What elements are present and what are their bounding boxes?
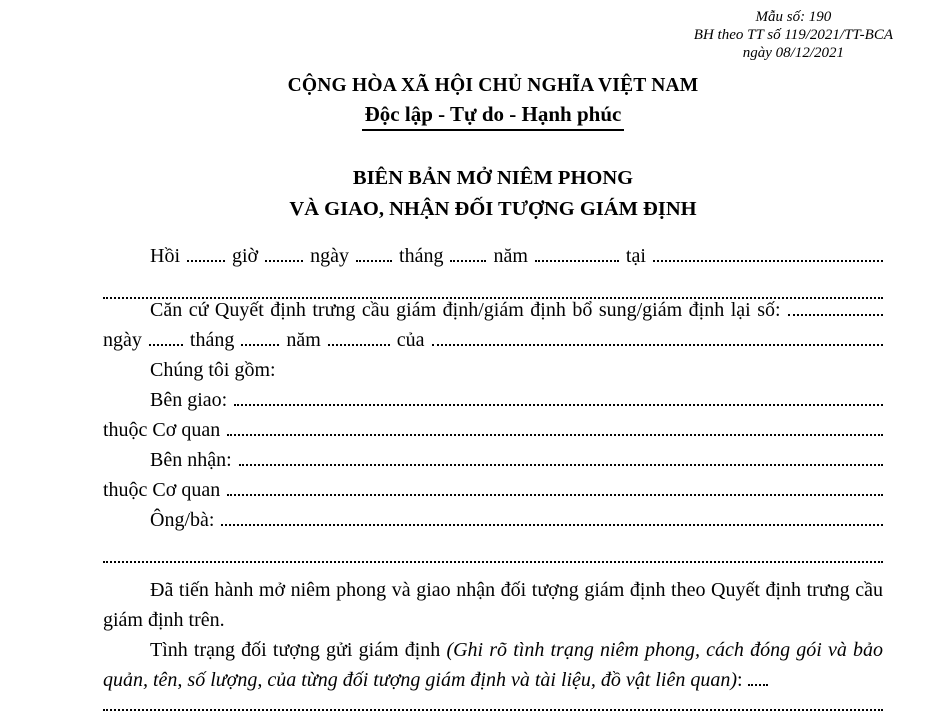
motto-row <box>103 100 883 131</box>
tinh-trang-prefix: Tình trạng đối tượng gửi giám định <box>150 639 447 661</box>
label-thang-2: tháng <box>189 329 235 351</box>
label-nam-2: năm <box>286 329 321 351</box>
document-content <box>0 74 937 711</box>
can-cu-date-row <box>103 329 883 359</box>
label-nam: năm <box>493 245 528 267</box>
document-title-line2: VÀ GIAO, NHẬN ĐỐI TƯỢNG GIÁM ĐỊNH <box>289 198 697 220</box>
form-number: Mẫu số: 190 <box>755 9 832 25</box>
blank-nam-value <box>535 256 619 262</box>
label-thuoc-co-quan-2: thuộc Cơ quan <box>103 479 221 501</box>
blank-gio <box>187 256 225 262</box>
label-tai: tại <box>625 245 646 267</box>
can-cu-row <box>103 299 883 329</box>
label-ngay: ngày <box>310 245 350 267</box>
blank-nam <box>450 256 486 262</box>
blank-ben-nhan <box>239 460 883 466</box>
tinh-trang-suffix: : <box>737 669 743 691</box>
label-gio: giờ <box>232 245 259 267</box>
label-hoi: Hồi <box>150 245 180 267</box>
blank-full-line-1 <box>103 275 883 299</box>
label-can-cu: Căn cứ Quyết định trưng cầu giám định/giám định bổ sung/giám định lại số: <box>150 299 781 321</box>
blank-tai <box>653 256 883 262</box>
label-ong-ba: Ông/bà: <box>150 509 215 531</box>
blank-full-line-3 <box>103 695 883 711</box>
label-thuoc-co-quan-1: thuộc Cơ quan <box>103 419 221 441</box>
da-tien-hanh-text: Đã tiến hành mở niêm phong và giao nhận đối tượng giám định theo Quyết định trưng cầu giám định trên. <box>103 579 883 631</box>
thuoc-co-quan-row-1 <box>103 419 883 449</box>
blank-ong-ba <box>221 520 883 526</box>
tinh-trang-note: (Ghi rõ tình trạng niêm phong, cách đóng gói và bảo quản, tên, số lượng, của từng đối tượng giám định và tài liệu, đồ vật liên quan) <box>103 639 883 691</box>
label-ben-giao: Bên giao: <box>150 389 228 411</box>
blank-ben-giao <box>234 400 883 406</box>
form-issue-block <box>694 8 893 62</box>
label-chung-toi-gom: Chúng tôi gồm: <box>150 359 276 381</box>
paragraph-tinh-trang <box>103 635 883 695</box>
ben-nhan-row <box>103 449 883 479</box>
blank-ngay <box>265 256 303 262</box>
national-header <box>103 74 883 131</box>
form-body <box>103 245 883 711</box>
thuoc-co-quan-row-2 <box>103 479 883 509</box>
label-thang: tháng <box>399 245 444 267</box>
blank-thuoc-co-quan-2 <box>227 490 883 496</box>
blank-thang-2 <box>241 340 279 346</box>
form-issued-with: BH theo TT số 119/2021/TT-BCA <box>693 27 893 43</box>
ben-giao-row <box>103 389 883 419</box>
blank-nam-2 <box>328 340 390 346</box>
ong-ba-row <box>103 509 883 539</box>
label-ngay-2: ngày <box>103 329 142 351</box>
blank-full-line-2 <box>103 539 883 563</box>
blank-cua <box>432 340 883 346</box>
document-title <box>103 163 883 225</box>
document-title-line1: BIÊN BẢN MỞ NIÊM PHONG <box>352 167 634 189</box>
time-place-row <box>103 245 883 275</box>
blank-so <box>788 310 883 316</box>
blank-ngay-2 <box>149 340 183 346</box>
country-name: CỘNG HÒA XÃ HỘI CHỦ NGHĨA VIỆT NAM <box>287 75 699 96</box>
chung-toi-row <box>103 359 883 389</box>
blank-tinh-trang <box>748 681 768 686</box>
national-motto: Độc lập - Tự do - Hạnh phúc <box>362 101 625 131</box>
label-cua: của <box>396 329 425 351</box>
label-ben-nhan: Bên nhận: <box>150 449 232 471</box>
blank-thuoc-co-quan-1 <box>227 430 883 436</box>
form-issued-date: ngày 08/12/2021 <box>742 45 845 61</box>
blank-thang <box>356 256 392 262</box>
paragraph-da-tien-hanh <box>103 575 883 635</box>
